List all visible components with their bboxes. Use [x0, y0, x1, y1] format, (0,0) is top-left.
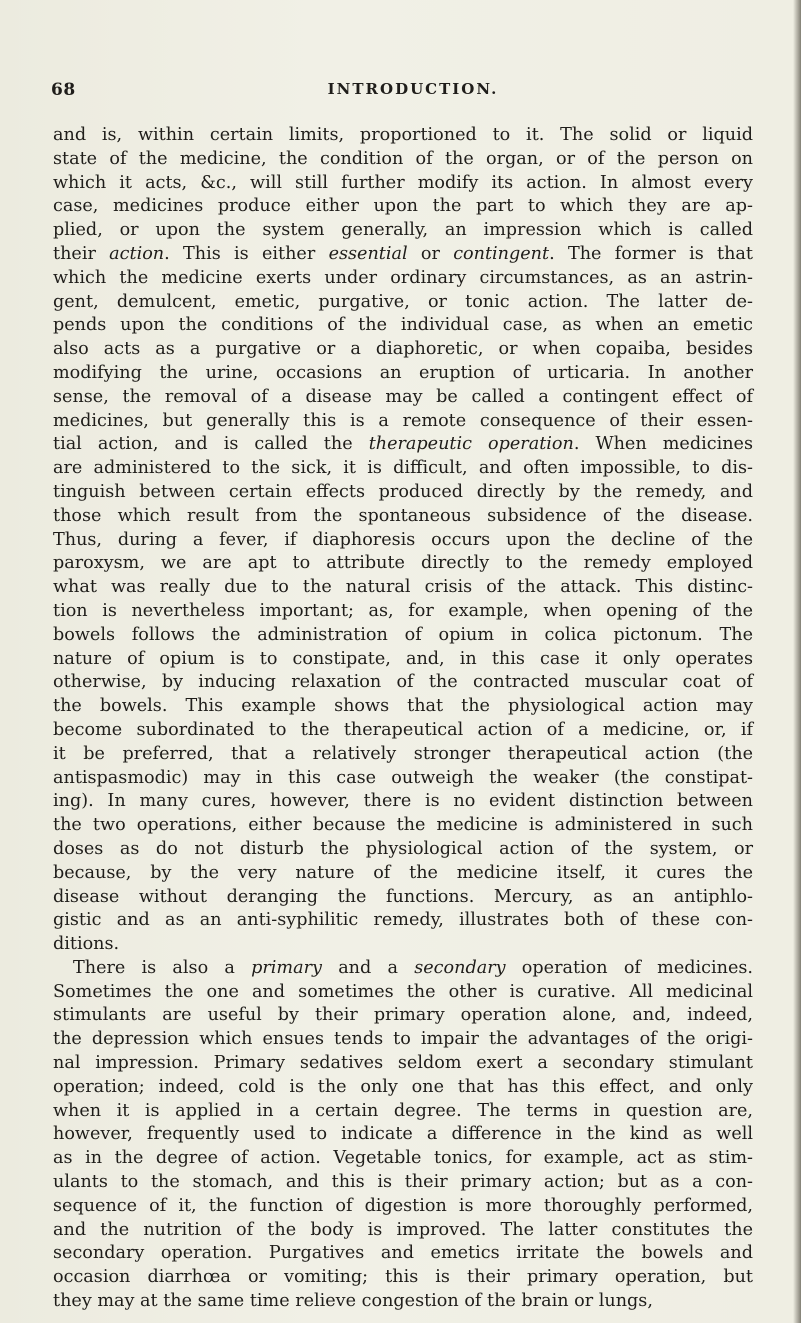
text-line: modifying the urine, occasions an eruption of urticaria. In another — [53, 362, 753, 383]
text-line: tial action, and is called the therapeutic operation. When medicines — [53, 434, 753, 455]
text-line: are administered to the sick, it is difficult, and often impossible, to dis- — [53, 458, 753, 479]
text-line: stimulants are useful by their primary operation alone, and, indeed, — [53, 1005, 753, 1026]
text-line: occasion diarrhœa or vomiting; this is their primary operation, but — [53, 1267, 753, 1288]
text-line: plied, or upon the system generally, an impression which is called — [53, 220, 753, 241]
text-line: There is also a primary and a secondary operation of medicines. — [73, 957, 753, 978]
text-line: gent, demulcent, emetic, purgative, or tonic action. The latter de- — [53, 291, 753, 312]
text-line: bowels follows the administration of opium in colica pictonum. The — [53, 624, 753, 645]
text-line: medicines, but generally this is a remote consequence of their essen- — [53, 410, 753, 431]
page-edge-shadow — [793, 0, 801, 1323]
text-line: what was really due to the natural crisis of the attack. This distinc- — [53, 577, 753, 598]
text-line: because, by the very nature of the medicine itself, it cures the — [53, 862, 753, 883]
text-line: sequence of it, the function of digestion is more thoroughly performed, — [53, 1195, 753, 1216]
text-line: state of the medicine, the condition of the organ, or of the person on — [53, 148, 753, 169]
text-line: which it acts, &c., will still further modify its action. In almost every — [53, 172, 753, 193]
page-header — [0, 80, 801, 104]
text-line: as in the degree of action. Vegetable tonics, for example, act as stim- — [53, 1148, 753, 1169]
text-line: it be preferred, that a relatively stronger therapeutical action (the — [53, 743, 753, 764]
text-line: antispasmodic) may in this case outweigh the weaker (the constipat- — [53, 767, 753, 788]
text-line: nature of opium is to constipate, and, in this case it only operates — [53, 648, 753, 669]
text-line: case, medicines produce either upon the part to which they are ap- — [53, 196, 753, 217]
text-line: also acts as a purgative or a diaphoretic, or when copaiba, besides — [53, 339, 753, 360]
text-line: otherwise, by inducing relaxation of the contracted muscular coat of — [53, 672, 753, 693]
text-line: those which result from the spontaneous subsidence of the disease. — [53, 505, 753, 526]
text-line: and is, within certain limits, proportioned to it. The solid or liquid — [53, 125, 753, 145]
text-line: which the medicine exerts under ordinary circumstances, as an astrin- — [53, 267, 753, 288]
running-head: INTRODUCTION. — [327, 80, 499, 98]
text-line: their action. This is either essential or contingent. The former is that — [53, 243, 753, 264]
text-line: doses as do not disturb the physiological action of the system, or — [53, 838, 753, 859]
text-line: sense, the removal of a disease may be called a contingent effect of — [53, 386, 753, 407]
text-line: pends upon the conditions of the individual case, as when an emetic — [53, 315, 753, 336]
text-line: tinguish between certain effects produced directly by the remedy, and — [53, 481, 753, 502]
text-line: ditions. — [53, 934, 120, 955]
text-line: tion is nevertheless important; as, for example, when opening of the — [53, 600, 753, 621]
text-line: gistic and as an anti-syphilitic remedy, illustrates both of these con- — [53, 910, 753, 931]
text-line: secondary operation. Purgatives and emetics irritate the bowels and — [53, 1243, 753, 1264]
text-line: operation; indeed, cold is the only one that has this effect, and only — [53, 1076, 753, 1097]
text-line: Sometimes the one and sometimes the other is curative. All medicinal — [53, 981, 753, 1002]
text-line: paroxysm, we are apt to attribute directly to the remedy employed — [53, 553, 753, 574]
text-line: ing). In many cures, however, there is no evident distinction between — [53, 791, 753, 812]
text-line: nal impression. Primary sedatives seldom exert a secondary stimulant — [53, 1053, 753, 1074]
text-line: the bowels. This example shows that the physiological action may — [53, 696, 753, 717]
text-line: they may at the same time relieve congestion of the brain or lungs, — [53, 1291, 653, 1312]
page-number: 68 — [51, 80, 76, 100]
text-line: ulants to the stomach, and this is their primary action; but as a con- — [53, 1172, 753, 1193]
text-line: when it is applied in a certain degree. The terms in question are, — [53, 1100, 753, 1121]
text-line: the depression which ensues tends to impair the advantages of the origi- — [53, 1029, 753, 1050]
text-line: become subordinated to the therapeutical action of a medicine, or, if — [53, 719, 753, 740]
text-line: the two operations, either because the medicine is administered in such — [53, 815, 753, 836]
body-text — [53, 124, 753, 1314]
text-line: disease without deranging the functions. Mercury, as an antiphlo- — [53, 886, 753, 907]
text-line: Thus, during a fever, if diaphoresis occurs upon the decline of the — [53, 529, 753, 550]
text-line: however, frequently used to indicate a difference in the kind as well — [53, 1124, 753, 1145]
text-line: and the nutrition of the body is improved. The latter constitutes the — [53, 1219, 753, 1240]
